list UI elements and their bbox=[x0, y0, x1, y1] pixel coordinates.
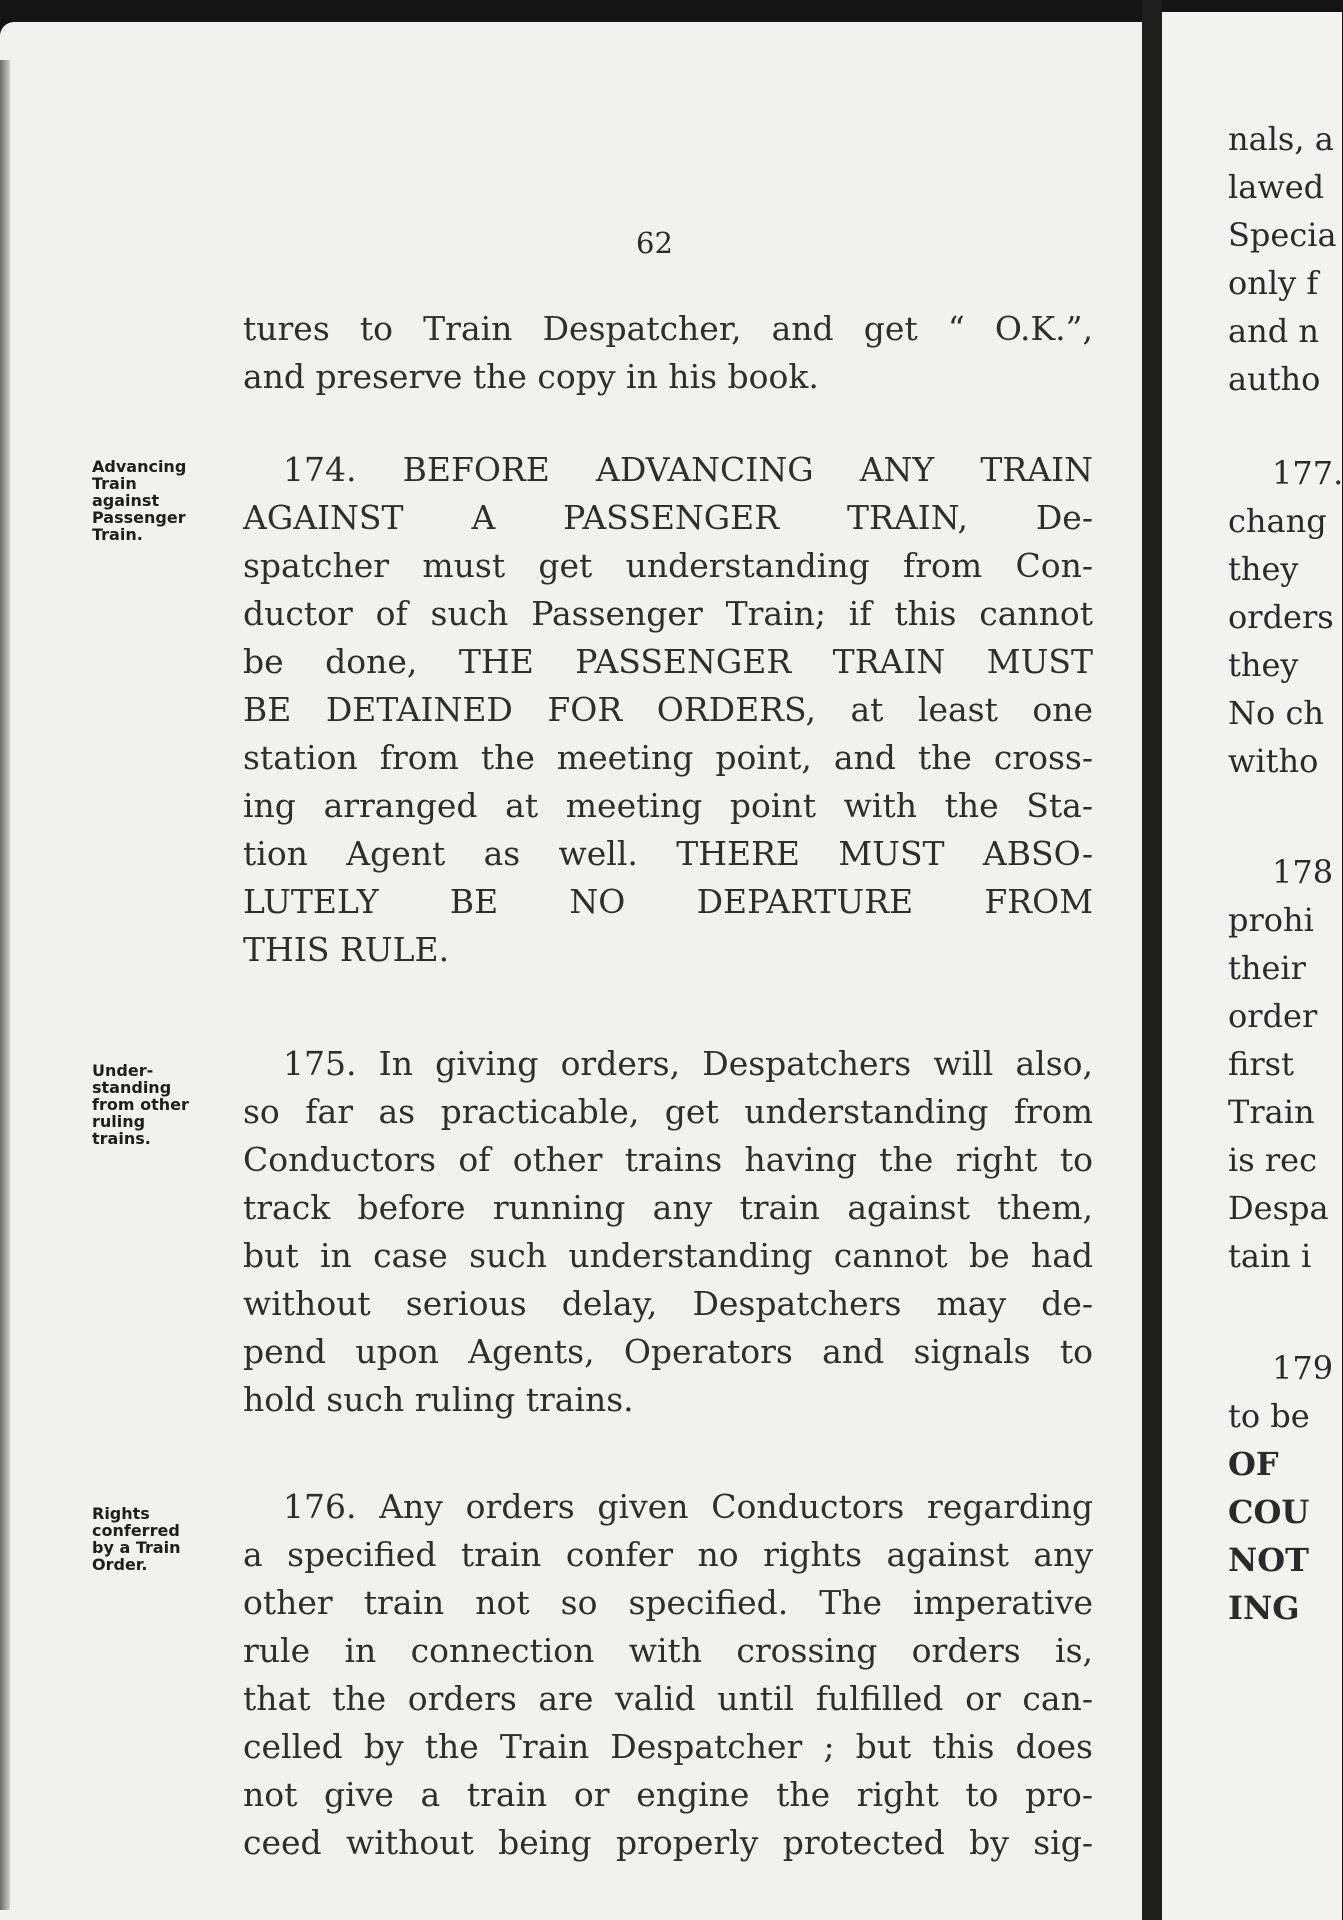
body-text-line: not give a train or engine the right to pro- bbox=[243, 1775, 1093, 1814]
right-page-line: they bbox=[1228, 646, 1299, 684]
right-page-line: chang bbox=[1228, 502, 1327, 540]
body-text-line: so far as practicable, get understanding from bbox=[243, 1092, 1093, 1131]
body-text-line: LUTELY BE NO DEPARTURE FROM bbox=[243, 882, 1093, 921]
margin-note bbox=[92, 1505, 242, 1573]
body-text-line: pend upon Agents, Operators and signals to bbox=[243, 1332, 1093, 1371]
margin-note-line: Passenger bbox=[92, 508, 186, 527]
right-page-line: Despa bbox=[1228, 1189, 1329, 1227]
body-text-line: be done, THE PASSENGER TRAIN MUST bbox=[243, 642, 1093, 681]
body-text-line: but in case such understanding cannot be had bbox=[243, 1236, 1093, 1275]
right-page-line: 178 bbox=[1272, 853, 1334, 891]
right-page-line: NOT bbox=[1228, 1541, 1309, 1579]
margin-note-line: against bbox=[92, 491, 160, 510]
right-page-line: OF bbox=[1228, 1445, 1279, 1483]
margin-note-line: Advancing bbox=[92, 457, 187, 476]
body-text-line: tion Agent as well. THERE MUST ABSO- bbox=[243, 834, 1093, 873]
right-page-line: witho bbox=[1228, 742, 1319, 780]
body-text-line: AGAINST A PASSENGER TRAIN, De- bbox=[243, 498, 1093, 537]
right-page-line: is rec bbox=[1228, 1141, 1317, 1179]
body-text-line: rule in connection with crossing orders is, bbox=[243, 1631, 1093, 1670]
right-page-line: 177. bbox=[1272, 454, 1343, 492]
body-text-line: ductor of such Passenger Train; if this cannot bbox=[243, 594, 1093, 633]
body-text-line: other train not so specified. The imperative bbox=[243, 1583, 1093, 1622]
body-text-line: Conductors of other trains having the right to bbox=[243, 1140, 1093, 1179]
margin-note-line: Under- bbox=[92, 1061, 154, 1080]
right-page-line: 179 bbox=[1272, 1349, 1334, 1387]
margin-note-line: ruling bbox=[92, 1112, 146, 1131]
body-text-line: 175. In giving orders, Despatchers will also, bbox=[283, 1044, 1093, 1083]
margin-note-line: Rights bbox=[92, 1504, 150, 1523]
body-text-line: celled by the Train Despatcher ; but this does bbox=[243, 1727, 1093, 1766]
body-text-line: track before running any train against them, bbox=[243, 1188, 1093, 1227]
body-text-line: a specified train confer no rights against any bbox=[243, 1535, 1093, 1574]
margin-note bbox=[92, 1062, 242, 1147]
margin-note-line: from other bbox=[92, 1095, 189, 1114]
page-number: 62 bbox=[636, 226, 673, 260]
right-page-line: autho bbox=[1228, 360, 1321, 398]
right-page-line: ING bbox=[1228, 1589, 1300, 1627]
right-page-line: No ch bbox=[1228, 694, 1324, 732]
right-page-line: order bbox=[1228, 997, 1318, 1035]
right-page-line: their bbox=[1228, 949, 1306, 987]
body-text-line: 176. Any orders given Conductors regarding bbox=[283, 1487, 1093, 1526]
right-page-line: lawed bbox=[1228, 168, 1325, 206]
right-page-line: they bbox=[1228, 550, 1299, 588]
body-text-line: tures to Train Despatcher, and get “ O.K.”, bbox=[243, 309, 1093, 348]
right-page-line: first bbox=[1228, 1045, 1294, 1083]
body-text-line: ing arranged at meeting point with the Sta- bbox=[243, 786, 1093, 825]
body-text-line: 174. BEFORE ADVANCING ANY TRAIN bbox=[283, 450, 1093, 489]
margin-note bbox=[92, 458, 242, 543]
body-text-line: hold such ruling trains. bbox=[243, 1380, 634, 1419]
body-text-line: BE DETAINED FOR ORDERS, at least one bbox=[243, 690, 1093, 729]
book-gutter bbox=[1142, 0, 1162, 1920]
body-text-line: station from the meeting point, and the cross- bbox=[243, 738, 1093, 777]
margin-note-line: Train bbox=[92, 474, 137, 493]
right-page-line: Specia bbox=[1228, 216, 1337, 254]
page-edge bbox=[0, 60, 10, 1910]
body-text-line: spatcher must get understanding from Con- bbox=[243, 546, 1093, 585]
right-page-line: only f bbox=[1228, 264, 1319, 302]
margin-note-line: conferred bbox=[92, 1521, 180, 1540]
body-text-line: and preserve the copy in his book. bbox=[243, 357, 819, 396]
margin-note-line: Order. bbox=[92, 1555, 148, 1574]
body-text-line: without serious delay, Despatchers may de- bbox=[243, 1284, 1093, 1323]
right-page-line: and n bbox=[1228, 312, 1319, 350]
right-page-line: Train bbox=[1228, 1093, 1315, 1131]
body-text-line: ceed without being properly protected by sig- bbox=[243, 1823, 1093, 1862]
body-text-line: that the orders are valid until fulfilled or can- bbox=[243, 1679, 1093, 1718]
right-page-line: orders bbox=[1228, 598, 1334, 636]
right-page-line: nals, a bbox=[1228, 120, 1334, 158]
margin-note-line: by a Train bbox=[92, 1538, 181, 1557]
right-page-line: COU bbox=[1228, 1493, 1310, 1531]
margin-note-line: trains. bbox=[92, 1129, 151, 1148]
margin-note-line: standing bbox=[92, 1078, 172, 1097]
right-page-line: to be bbox=[1228, 1397, 1310, 1435]
body-text-line: THIS RULE. bbox=[243, 930, 450, 969]
right-page-line: prohi bbox=[1228, 901, 1314, 939]
margin-note-line: Train. bbox=[92, 525, 143, 544]
right-page-line: tain i bbox=[1228, 1237, 1312, 1275]
